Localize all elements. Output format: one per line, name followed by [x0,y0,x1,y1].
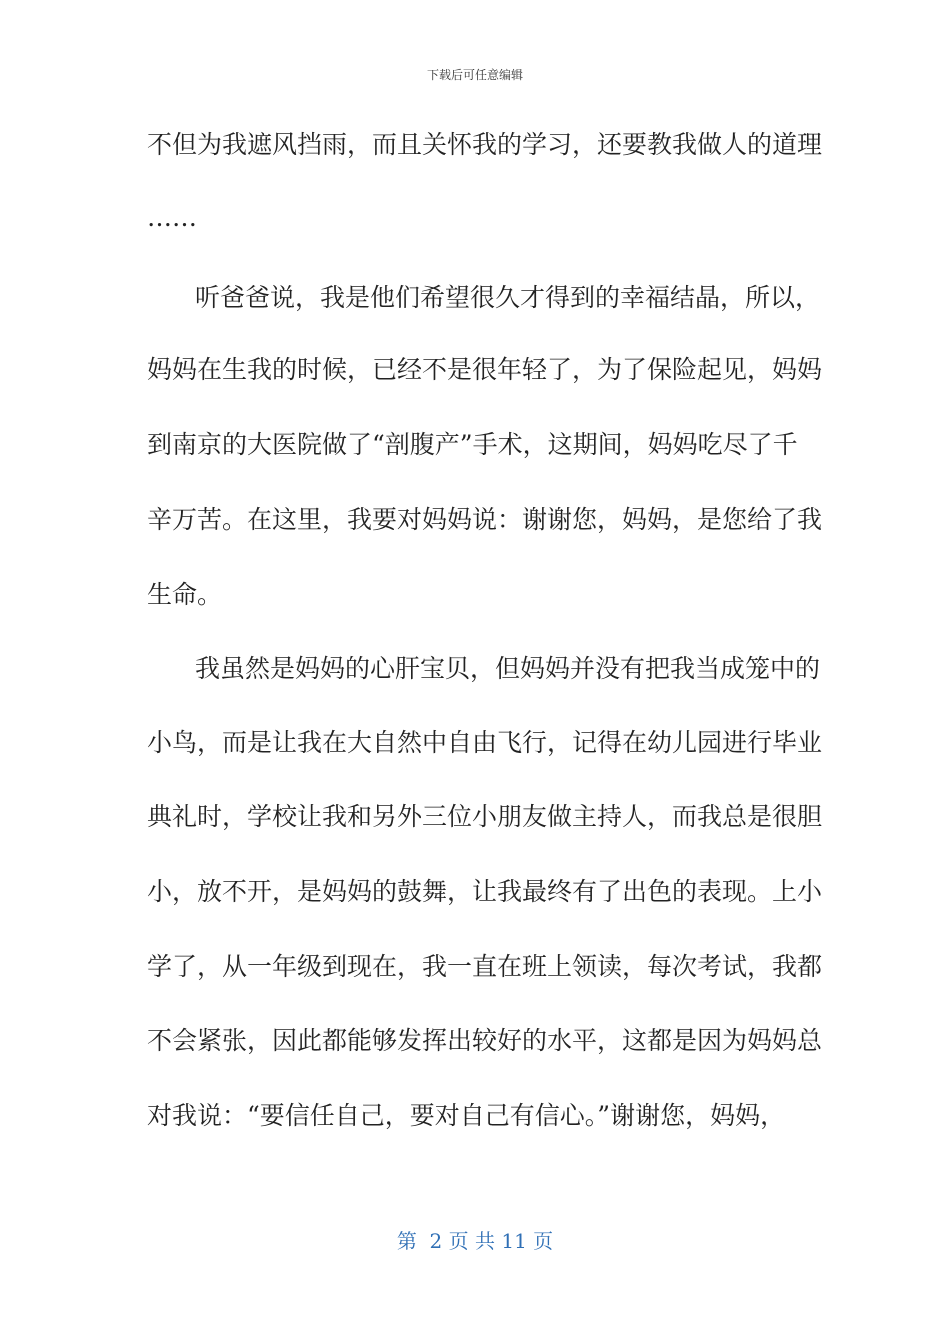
text-line: 到南京的大医院做了“剖腹产”手术，这期间，妈妈吃尽了千 [147,430,798,459]
text-line: 对我说：“要信任自己，要对自己有信心。”谢谢您，妈妈， [147,1101,786,1130]
page-number-footer: 第 2 页 共 11 页 [396,1229,554,1253]
text-line: 小，放不开，是妈妈的鼓舞，让我最终有了出色的表现。上小 [147,877,823,906]
text-line: 妈妈在生我的时候，已经不是很年轻了，为了保险起见，妈妈 [147,355,823,384]
text-line: …… [147,203,197,232]
page-header: 下载后可任意编辑 [426,68,523,82]
text-line: 学了，从一年级到现在，我一直在班上领读，每次考试，我都 [147,952,823,981]
text-line: 不会紧张，因此都能够发挥出较好的水平，这都是因为妈妈总 [147,1026,823,1055]
text-line: 小鸟，而是让我在大自然中自由飞行，记得在幼儿园进行毕业 [147,728,823,757]
text-line: 典礼时，学校让我和另外三位小朋友做主持人，而我总是很胆 [147,802,823,831]
paragraph-start-line: 我虽然是妈妈的心肝宝贝，但妈妈并没有把我当成笼中的 [195,654,821,683]
text-line: 辛万苦。在这里，我要对妈妈说：谢谢您，妈妈，是您给了我 [147,505,823,534]
text-line: 不但为我遮风挡雨，而且关怀我的学习，还要教我做人的道理 [147,130,823,159]
paragraph-start-line: 听爸爸说，我是他们希望很久才得到的幸福结晶，所以， [195,283,821,312]
text-line: 生命。 [147,580,223,609]
